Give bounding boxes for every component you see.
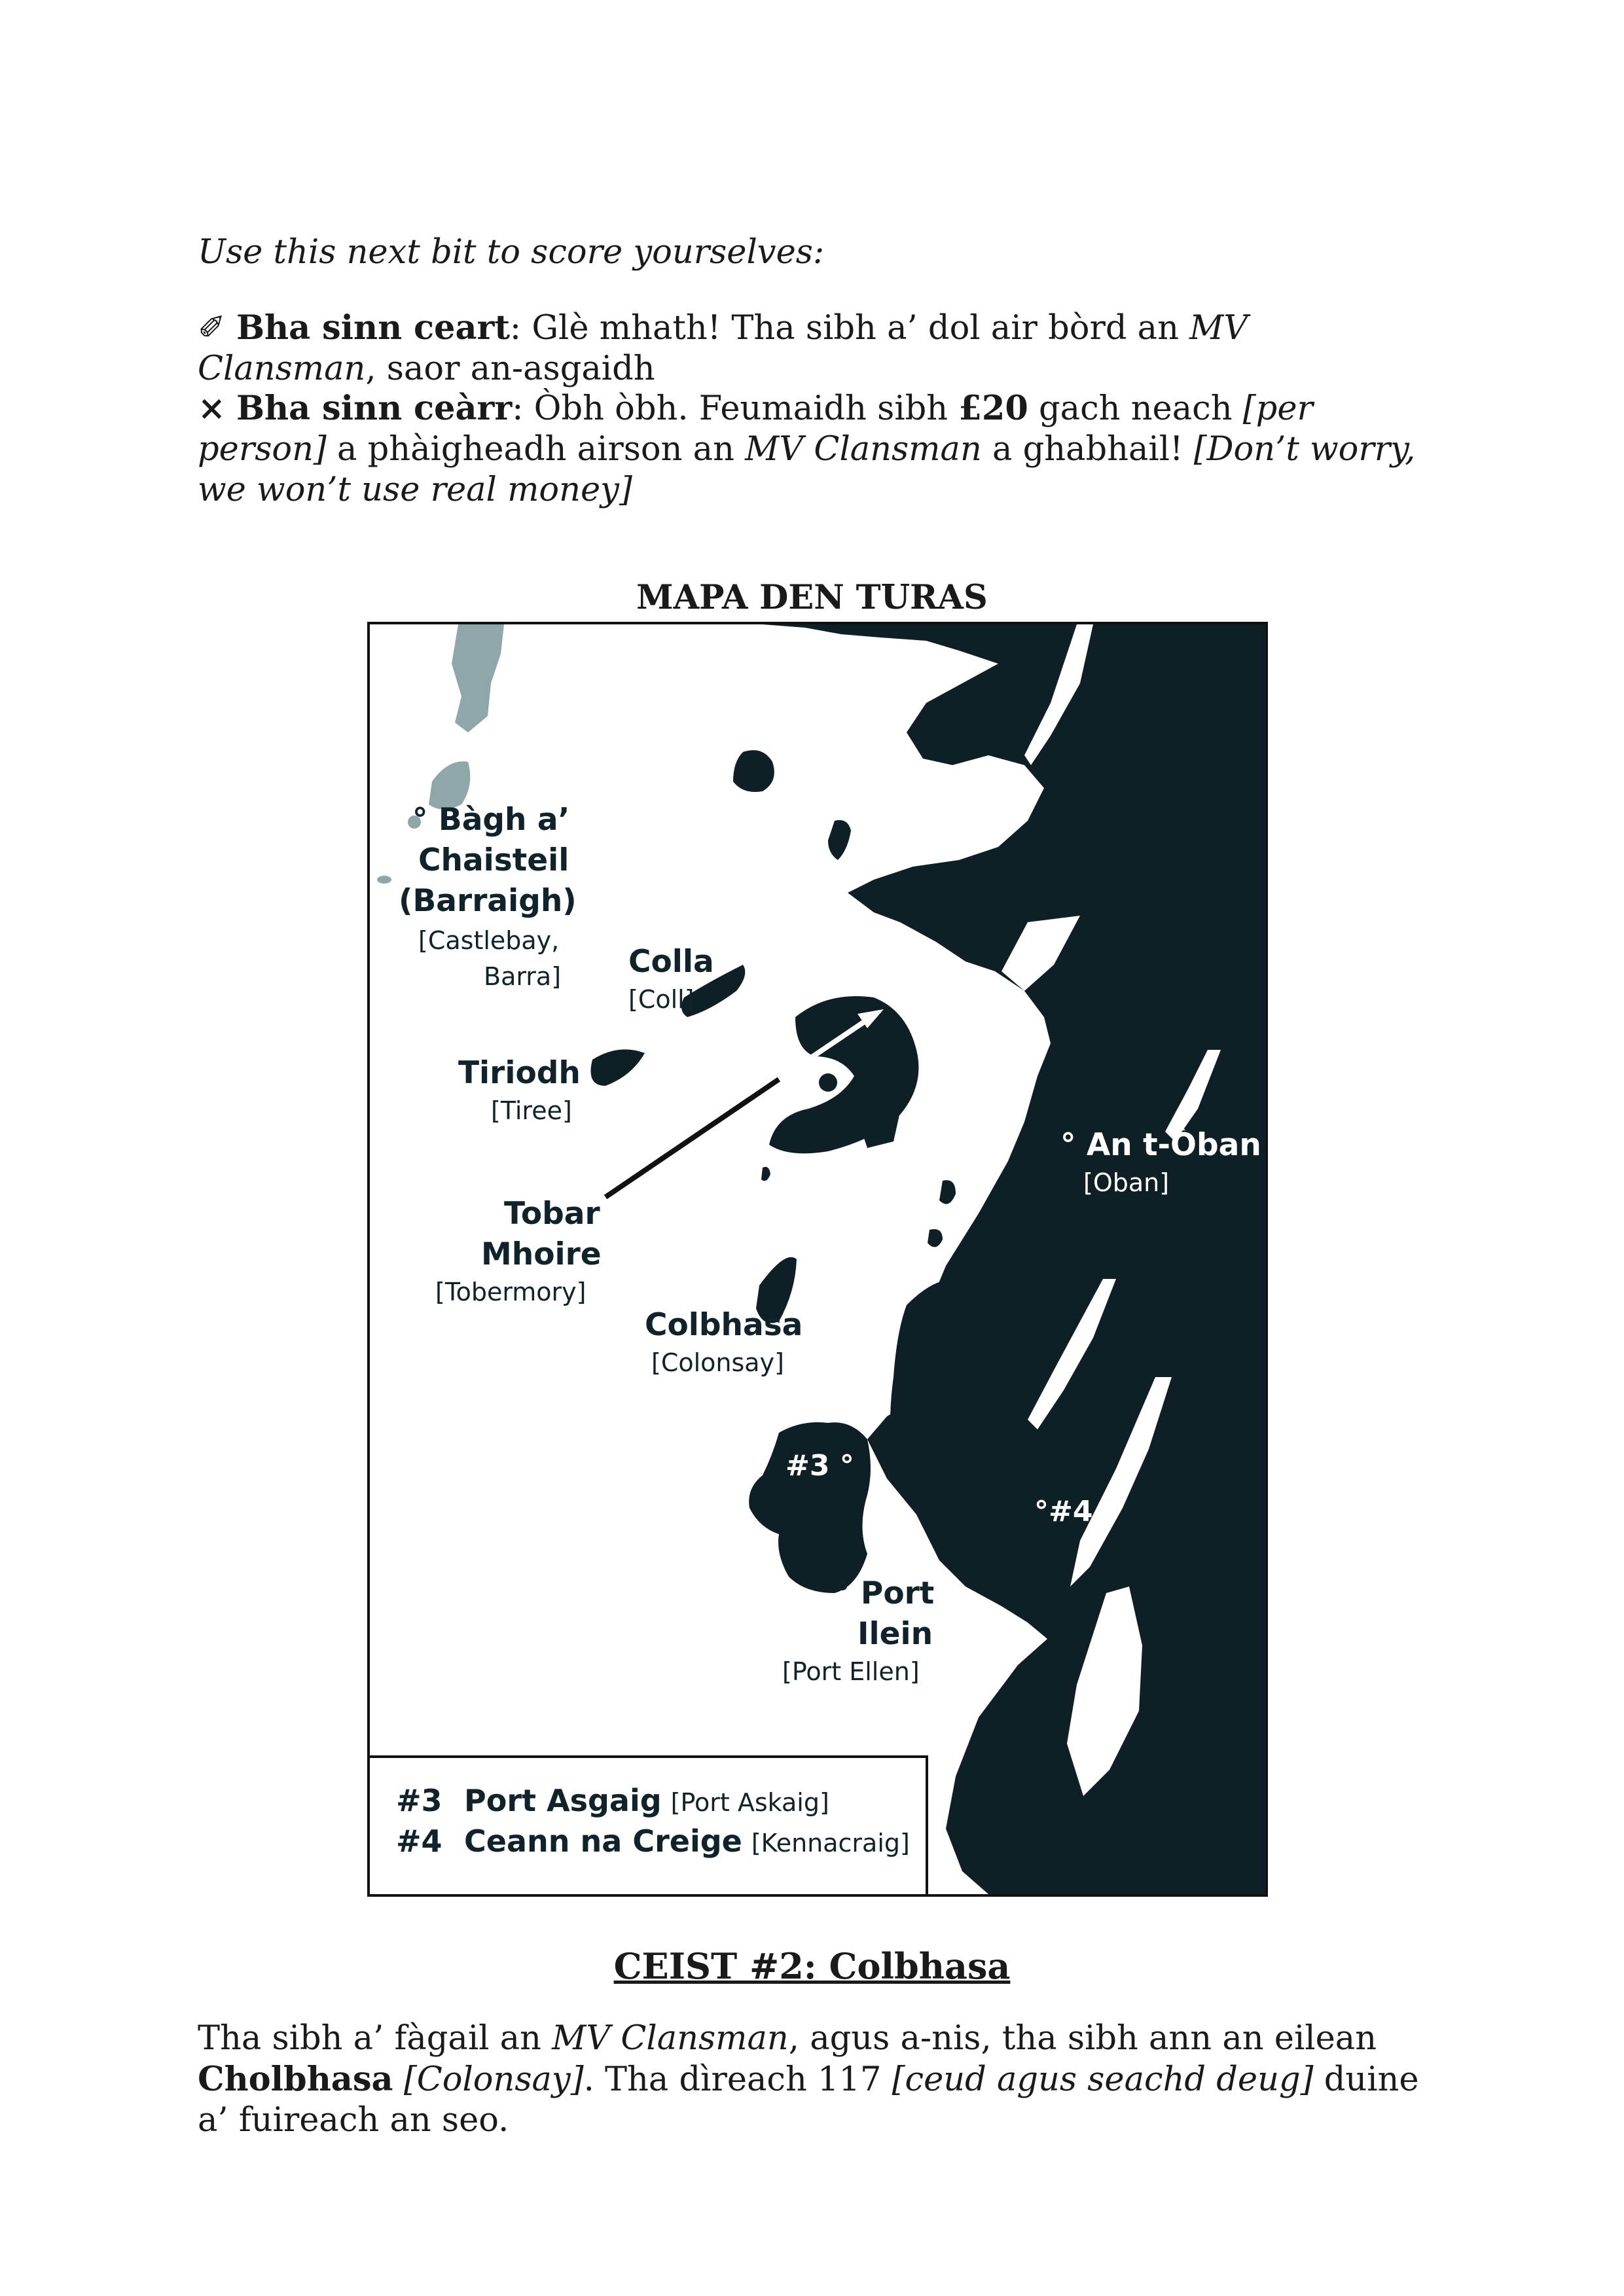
castlebay-label-2: Chaisteil [418,842,569,878]
colonsay-english: [Colonsay] [651,1348,784,1377]
colonsay-label: Colbhasa [645,1307,803,1343]
coll-label: Colla [628,944,714,980]
kennacraig-marker: °#4 [1034,1495,1093,1528]
oban-english: [Oban] [1083,1168,1170,1197]
scoring-intro: Use this next bit to score yourselves: [198,233,825,272]
cross-mark-icon: × [198,389,226,428]
map-title: MAPA DEN TURAS [636,578,988,617]
ship-name: MV Clansman [745,430,982,469]
wrong-answer-line: × Bha sinn ceàrr: Òbh òbh. Feumaidh sibh £20 gach neach [per person] a phàigheadh airson an MV Clansman a ghabhail! [Don’t worry, we won’t use real money] [198,389,1416,509]
check-mark-icon: ✐ [198,309,226,348]
route-map [367,622,1268,1897]
castlebay-label: ° Bàgh a’ [412,802,570,838]
ship-name: MV Clansman [198,309,1248,388]
tobermory-label: Tobar [504,1196,600,1232]
map-legend [370,1755,928,1894]
tobermory-label-2: Mhoire [481,1236,602,1272]
port-ellen-english: [Port Ellen] [782,1657,920,1686]
tiree-english: [Tiree] [491,1096,572,1125]
tobermory-english: [Tobermory] [435,1278,586,1306]
mull [769,996,918,1153]
port-ellen-label: ° Port [835,1575,935,1611]
fare-amount: £20 [958,389,1028,428]
section-title: CEIST #2: Colbhasa [613,1945,1011,1987]
port-ellen-label-2: Ilein [857,1616,933,1652]
legend-row: #3 Port Asgaig [Port Askaig] [396,1783,829,1818]
legend-row: #4 Ceann na Creige [Kennacraig] [396,1823,910,1859]
castlebay-english: [Castlebay, [418,926,560,955]
correct-lead: Bha sinn ceart [236,308,510,348]
wrong-lead: Bha sinn ceàrr [236,389,513,428]
port-askaig-marker: #3 ° [785,1449,854,1482]
colonsay-paragraph: Tha sibh a’ fàgail an MV Clansman, agus a-nis, tha sibh ann an eilean Cholbhasa [Colonsay]. Tha dìreach 117 [ceud agus seachd deug] duine a’ fuireach an seo. [198,2019,1419,2140]
ship-name: MV Clansman [552,2019,789,2058]
tiree-label: Tiriodh [458,1055,581,1091]
coll-english: [Coll] [628,985,695,1014]
island-name: Cholbhasa [198,2060,393,2099]
correct-answer-line: ✐ Bha sinn ceart: Glè mhath! Tha sibh a’ dol air bòrd an MV Clansman, saor an-asgaidh [198,308,1248,388]
castlebay-english-2: Barra] [484,962,562,991]
oban-label: ° An t-Òban [1060,1127,1261,1163]
castlebay-label-3: (Barraigh) [399,883,577,919]
mainland [763,624,1265,1894]
